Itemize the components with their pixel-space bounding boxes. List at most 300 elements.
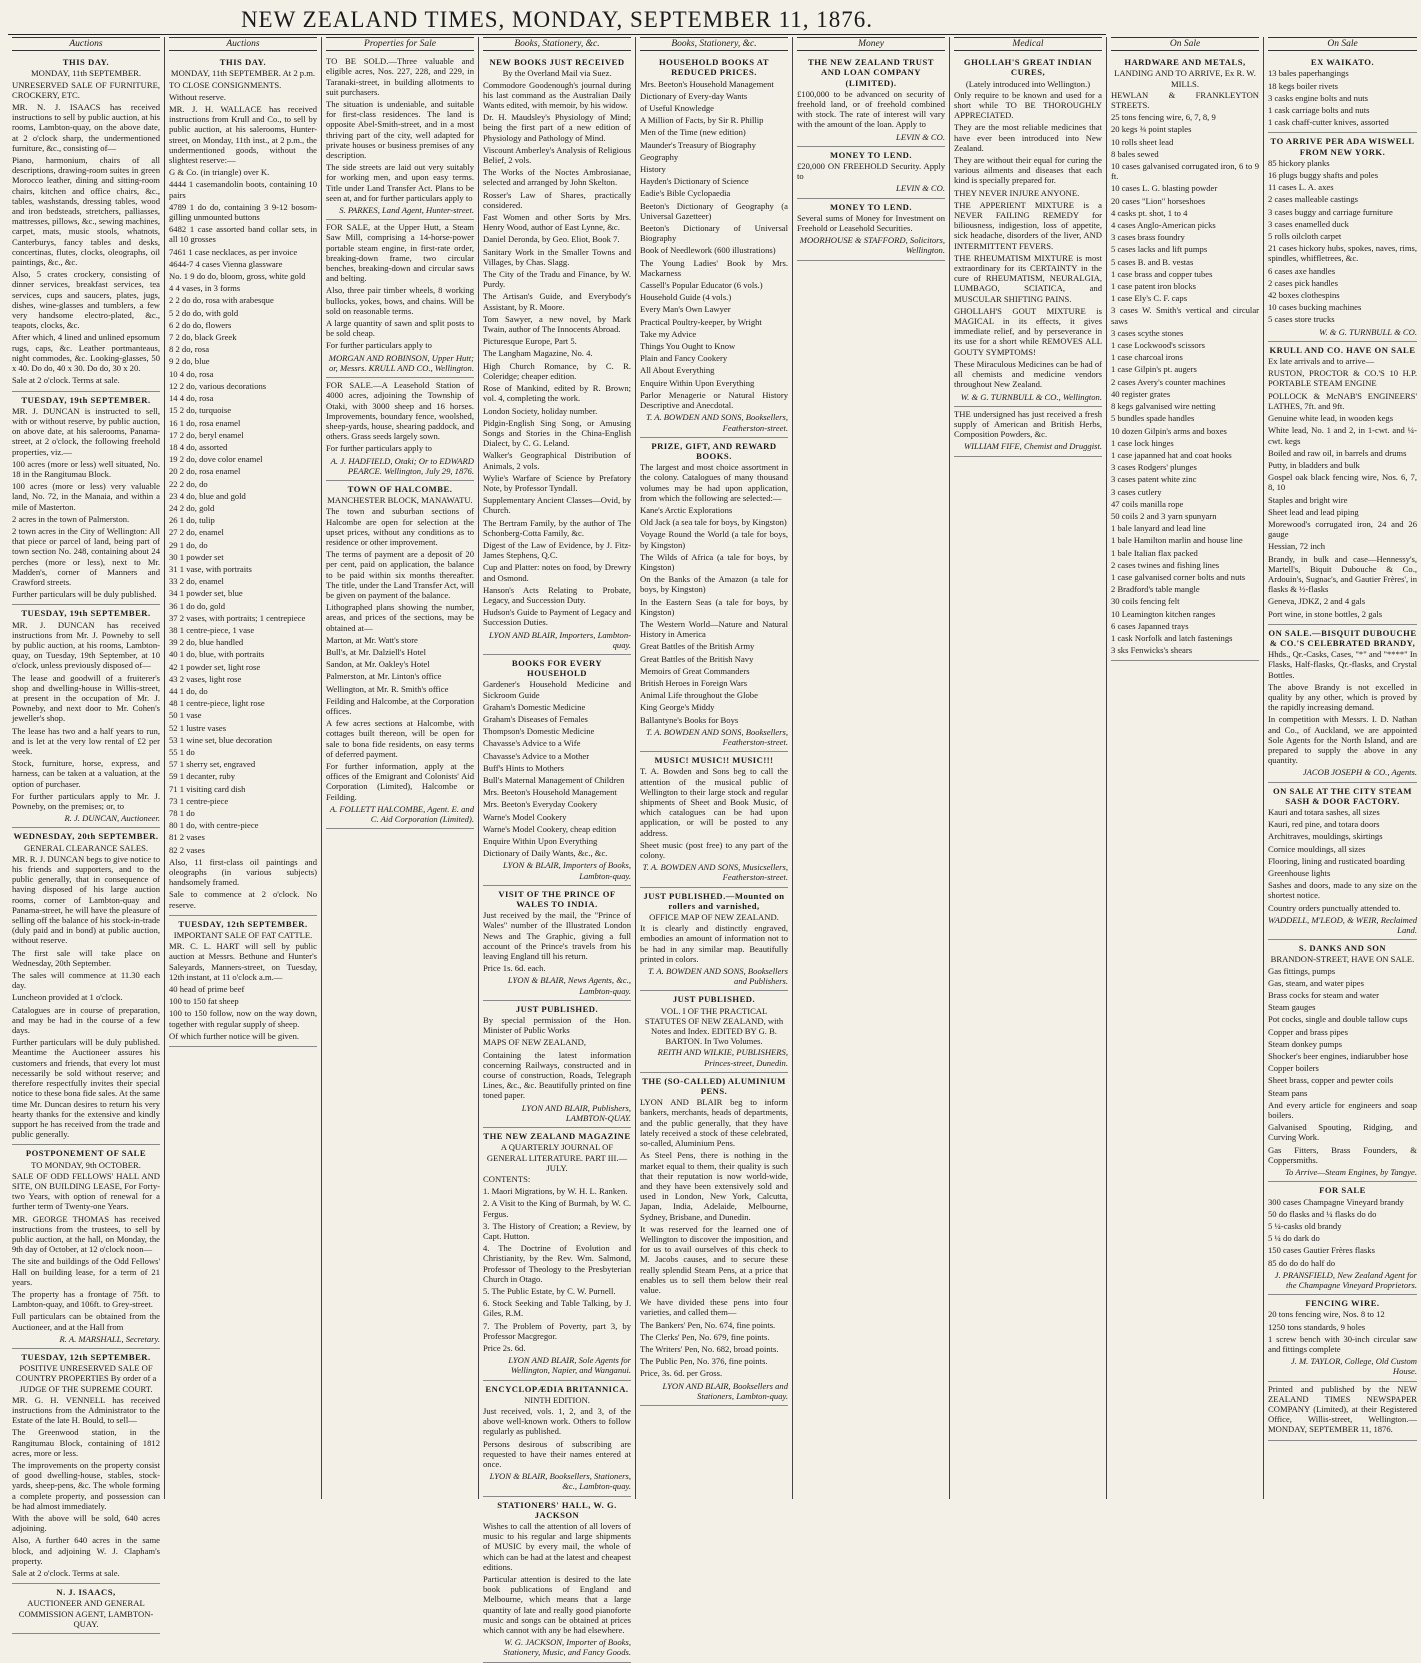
ad-text: The City of the Tradu and Finance, by W. Purdy. bbox=[483, 269, 631, 290]
ad-text: 42 1 powder set, light rose bbox=[169, 661, 261, 672]
ad-text: Ex late arrivals and to arrive— bbox=[1268, 356, 1375, 367]
ad-text: Sandon, at Mr. Oakley's Hotel bbox=[326, 659, 430, 670]
ad-heading: VISIT OF THE PRINCE OF WALES TO INDIA. bbox=[498, 888, 616, 910]
ad-heading: MONEY TO LEND. bbox=[829, 149, 913, 160]
ad-text: 1 cask carriage bolts and nuts bbox=[1268, 105, 1370, 116]
ad-text: Sanitary Work in the Smaller Towns and Villages, by Chas. Slagg. bbox=[483, 246, 631, 267]
ad-text: Gas Fitters, Brass Founders, & Coppersmiths. bbox=[1268, 1144, 1417, 1165]
ad-text: 1 case charcoal irons bbox=[1111, 352, 1183, 363]
advertisement bbox=[1268, 940, 1417, 1182]
ad-text: Further particulars will be duly published. bbox=[12, 589, 157, 600]
ad-text: Staples and bright wire bbox=[1268, 494, 1348, 505]
ad-text: 20 cases "Lion" horseshoes bbox=[1111, 195, 1206, 206]
ad-heading: THE NEW ZEALAND MAGAZINE bbox=[483, 1131, 631, 1142]
advertisement bbox=[954, 407, 1102, 457]
ad-text: They are without their equal for curing the various ailments and diseases that each kind is specially prepared for. bbox=[954, 155, 1102, 186]
ad-text: On the Banks of the Amazon (a tale for boys, by Kingston) bbox=[640, 574, 788, 595]
advertisement bbox=[1268, 1382, 1417, 1441]
ad-text: Pidgin-English Sing Song, or Amusing Songs and Stories in the China-English Dialect, by C. G. Leland. bbox=[483, 417, 631, 449]
ad-signature: W. G. JACKSON, Importer of Books, Stationery, Music, and Fancy Goods. bbox=[503, 1637, 631, 1658]
ad-text: Sheet music (post free) to any part of the colony. bbox=[640, 839, 788, 861]
ad-heading: TO ARRIVE PER ADA WISWELL FROM NEW YORK. bbox=[1270, 136, 1415, 157]
ad-text: 10 cases galvanised corrugated iron, 6 to 9 ft. bbox=[1111, 161, 1259, 182]
ad-text: 73 1 centre-piece bbox=[169, 795, 229, 806]
ad-text: 1 case japanned hat and coat hooks bbox=[1111, 449, 1232, 460]
ad-text: Hudson's Guide to Payment of Legacy and Succession Duties. bbox=[483, 607, 631, 628]
ad-text: A few acres sections at Halcombe, with cottages built thereon, will be open for sale to bona fide residents, on easy terms of deferred payment. bbox=[326, 718, 474, 759]
ad-text: The Artisan's Guide, and Everybody's Assistant, by R. Moore. bbox=[483, 291, 631, 312]
advertisement bbox=[1268, 783, 1417, 941]
ad-text: 4 4 vases, in 3 forms bbox=[169, 283, 241, 294]
advertisement bbox=[640, 1073, 788, 1406]
ad-text: King George's Middy bbox=[640, 702, 715, 713]
ad-subheading: MONDAY, 11th SEPTEMBER. bbox=[31, 68, 141, 79]
ad-signature: LEVIN & CO. bbox=[896, 131, 945, 142]
ad-text: Viscount Amberley's Analysis of Religious Belief, 2 vols. bbox=[483, 144, 631, 166]
ad-text: For further particulars apply to bbox=[326, 340, 432, 351]
ad-text: Particular attention is desired to the late book publications of England and Melbourne, which means that a large quantity of late and really good pianoforte music and songs can be obtained at prices which cannot with any be had elsewhere. bbox=[483, 1574, 631, 1636]
ad-text: 71 1 visiting card dish bbox=[169, 783, 246, 794]
ad-text: The sales will commence at 11.30 each day. bbox=[12, 970, 160, 991]
ad-text: Shocker's beer engines, indiarubber hose bbox=[1268, 1051, 1409, 1062]
ad-text: After which, 4 lined and unlined epsomum rugs, caps, &c. Leather portmanteaus, night commodes, &c. Looking-glasses, 50 x 40. Do do, 40 x 30. Do do, 30 x 20. bbox=[12, 332, 160, 374]
ad-text: 4644-7 4 cases Vienna glassware bbox=[169, 258, 283, 269]
ad-text: Supplementary Ancient Classes—Ovid, by Church. bbox=[483, 495, 631, 516]
column-2 bbox=[165, 37, 322, 1499]
ad-signature: T. A. BOWDEN AND SONS, Booksellers and Publishers. bbox=[648, 966, 788, 987]
ad-text: The Wilds of Africa (a tale for boys, by Kingston) bbox=[640, 551, 788, 572]
ad-subheading: IMPORTANT SALE OF FAT CATTLE. bbox=[173, 930, 313, 941]
ad-text: For further particulars apply to bbox=[326, 443, 432, 454]
advertisement bbox=[797, 54, 945, 147]
ad-heading: NEW BOOKS JUST RECEIVED bbox=[489, 57, 625, 68]
ad-signature: T. A. BOWDEN AND SONS, Musicsellers, Featherston-street. bbox=[642, 862, 788, 883]
ad-text: 4 cases Anglo-American picks bbox=[1111, 220, 1216, 231]
ad-text: 10 rolls sheet lead bbox=[1111, 136, 1174, 147]
ad-text: Stock, furniture, horse, express, and harness, can be taken at a valuation, at the option of purchaser. bbox=[12, 758, 160, 789]
ad-text: 9 2 do, blue bbox=[169, 356, 210, 367]
ad-text: 6482 1 case assorted band collar sets, in all 10 grosses bbox=[169, 224, 317, 245]
advertisement bbox=[1268, 342, 1417, 625]
ad-text: A large quantity of sawn and split posts to be sold cheap. bbox=[326, 318, 474, 339]
ad-text: 57 1 sherry set, engraved bbox=[169, 759, 256, 770]
column-header: Books, Stationery, &c. bbox=[640, 37, 788, 51]
ad-text: 1 case patent iron blocks bbox=[1111, 281, 1196, 292]
ad-subheading: NINTH EDITION. bbox=[524, 1394, 590, 1405]
ad-text: 7 2 do, black Greek bbox=[169, 332, 237, 343]
ad-text: MR. C. L. HART will sell by public auction at Messrs. Bethune and Hunter's Saleyards, Manners-street, on Tuesday, 12th instant, at 11 o'clock a.m.— bbox=[169, 941, 317, 982]
ad-text: 37 2 vases, with portraits; 1 centrepiece bbox=[169, 612, 306, 623]
ad-text: 1 case Gilpin's pt. augers bbox=[1111, 364, 1197, 375]
ad-text: THE APPERIENT MIXTURE is a NEVER FAILING REMEDY for biliousness, indigestion, loss of appetite, sick headache, disorders of the liver, AND INTERMITTENT FEVERS. bbox=[954, 199, 1102, 251]
ad-text: 1. Maori Migrations, by W. H. L. Ranken. bbox=[483, 1186, 628, 1197]
ad-text: Hessian, 72 inch bbox=[1268, 541, 1326, 552]
ad-text: MR. J. H. WALLACE has received instructions from Krull and Co., to sell by public auction, at his salerooms, Hunter-street, on Monday, 11th inst., at 2 p.m., the undermentioned goods, without the slightest reserve:— bbox=[169, 104, 317, 166]
ad-text: Catalogues are in course of preparation, and may be had in the course of a few days. bbox=[12, 1004, 160, 1036]
ad-text: 3 cases brass foundry bbox=[1111, 232, 1185, 243]
ad-text: The improvements on the property consist of good dwelling-house, stables, stock-yards, sheep-pens, &c. The whole forming a complete property, and possession can be had almost immediately. bbox=[12, 1460, 160, 1511]
ad-text: 4 casks pt. shot, 1 to 4 bbox=[1111, 207, 1188, 218]
ad-text: POLLOCK & McNAB'S ENGINEERS' LATHES, 7ft. and 9ft. bbox=[1268, 390, 1417, 411]
advertisement bbox=[483, 1128, 631, 1380]
ad-text: 13 bales paperhangings bbox=[1268, 68, 1349, 79]
ad-text: 48 1 centre-piece, light rose bbox=[169, 698, 265, 709]
ad-text: They are the most reliable medicines that have ever been introduced into New Zealand. bbox=[954, 122, 1102, 153]
ad-signature: W. & G. TURNBULL & CO. bbox=[1319, 326, 1417, 337]
ad-text: 4444 1 casemandolin boots, containing 10 pairs bbox=[169, 179, 317, 200]
ad-text: MR. J. DUNCAN has received instructions from Mr. J. Powneby to sell by public auction, at his rooms, Lambton-quay, on Tuesday, 19th September, at 10 o'clock, unless previously disposed of— bbox=[12, 619, 160, 671]
ad-text: Walker's Geographical Distribution of Animals, 2 vols. bbox=[483, 450, 631, 471]
ad-signature: To Arrive—Steam Engines, by Tangye. bbox=[1285, 1167, 1417, 1178]
ad-heading: S. DANKS AND SON bbox=[1298, 943, 1387, 954]
ad-text: 1 cask Norfolk and latch fastenings bbox=[1111, 632, 1233, 643]
ad-text: In the Eastern Seas (a tale for boys, by Kingston) bbox=[640, 596, 788, 617]
column-header: Books, Stationery, &c. bbox=[483, 37, 631, 51]
ad-text: Copper and brass pipes bbox=[1268, 1026, 1348, 1037]
ad-text: Dictionary of Daily Wants, &c., &c. bbox=[483, 848, 608, 859]
ad-text: Also, three pair timber wheels, 8 working bullocks, yokes, bows, and chains. Will be sold on reasonable terms. bbox=[326, 285, 474, 316]
ad-subheading: AUCTIONEER AND GENERAL COMMISSION AGENT, LAMBTON-QUAY. bbox=[18, 1598, 154, 1629]
advertisement bbox=[1268, 1182, 1417, 1295]
ad-text: 81 2 vases bbox=[169, 832, 205, 843]
advertisement bbox=[1268, 54, 1417, 133]
ad-text: 5 cases store trucks bbox=[1268, 314, 1335, 325]
ad-text: Also, A further 640 acres in the same block, and adjoining W. J. Clapham's property. bbox=[12, 1535, 160, 1566]
ad-heading: HARDWARE AND METALS, bbox=[1124, 57, 1246, 68]
ad-heading: THE (SO-CALLED) ALUMINIUM PENS. bbox=[642, 1075, 786, 1097]
ad-text: FOR SALE, at the Upper Hutt, a Steam Saw Mill, comprising a 14-horse-power portable steam engine, in first-rate order, breaking-down frame, two circular benches, breaking-down and circular saws and belting. bbox=[326, 222, 474, 284]
ad-text: THE undersigned has just received a fresh supply of American and British Herbs, Composition Powders, &c. bbox=[954, 408, 1102, 440]
ad-text: 22 2 do, do bbox=[169, 478, 208, 489]
ad-signature: A. J. HADFIELD, Otaki; Or to EDWARD PEARCE. Wellington, July 29, 1876. bbox=[330, 455, 474, 476]
ad-text: 11 cases L. A. axes bbox=[1268, 182, 1334, 193]
ad-text: The Public Pen, No. 376, fine points. bbox=[640, 1356, 768, 1367]
advertisement bbox=[483, 886, 631, 1001]
ad-signature: LYON & BLAIR, Booksellers, Stationers, &c., Lambton-quay. bbox=[489, 1471, 631, 1492]
ad-text: Price, 3s. 6d. per Gross. bbox=[640, 1368, 723, 1379]
ad-text: Animal Life throughout the Globe bbox=[640, 690, 758, 701]
ad-text: 3 cases buggy and carriage furniture bbox=[1268, 206, 1393, 217]
ad-text: Book of Needlework (600 illustrations) bbox=[640, 245, 776, 256]
ad-text: 34 1 powder set, blue bbox=[169, 588, 243, 599]
ad-text: Steam donkey pumps bbox=[1268, 1038, 1342, 1049]
ad-text: 5 2 do do, with gold bbox=[169, 307, 239, 318]
ad-heading: TOWN OF HALCOMBE. bbox=[347, 483, 453, 494]
ad-text: 20 tons fencing wire, Nos. 8 to 12 bbox=[1268, 1309, 1385, 1320]
ad-text: Chavasse's Advice to a Wife bbox=[483, 738, 581, 749]
ad-text: Great Battles of the British Navy bbox=[640, 653, 754, 664]
ad-text: Mrs. Beeton's Household Management bbox=[640, 78, 774, 89]
ad-text: Eadie's Bible Cyclopaedia bbox=[640, 188, 731, 199]
ad-text: 10 cases L. G. blasting powder bbox=[1111, 183, 1218, 194]
ad-text: Men of the Time (new edition) bbox=[640, 127, 746, 138]
ad-text: FOR SALE.—A Leasehold Station of 4000 acres, adjoining the Township of Otaki, with 3000 sheep and 16 horses. Improvements, boundary fence, woolshed, sheep-yards, house, shearing paddock, and others. Grass seeds largely sown. bbox=[326, 380, 474, 442]
ad-text: 1 cask chaff-cutter knives, assorted bbox=[1268, 117, 1389, 128]
ad-text: The largest and most choice assortment in the colony. Catalogues of many thousand volumes may be had upon application, from which the following are selected:— bbox=[640, 462, 788, 503]
ad-text: 6 cases Japanned trays bbox=[1111, 620, 1189, 631]
advertisement bbox=[640, 888, 788, 992]
ad-text: 1 bale Italian flax packed bbox=[1111, 547, 1198, 558]
ad-text: Containing the latest information concerning Railways, constructed and in course of construction, Roads, Telegraph Lines, &c., &c. Beautifully printed on fine toned paper. bbox=[483, 1049, 631, 1101]
ad-text: Enquire Within Upon Everything bbox=[640, 377, 755, 388]
ad-text: In competition with Messrs. I. D. Nathan and Co., of Auckland, we are appointed Sole Agents for the North Island, and are prepared to supply the above in any quantity. bbox=[1268, 714, 1417, 766]
ad-text: 53 1 wine set, blue decoration bbox=[169, 734, 273, 745]
ad-text: Kane's Arctic Explorations bbox=[640, 504, 733, 515]
ad-text: Beeton's Dictionary of Universal Biography bbox=[640, 223, 788, 244]
ad-text: 18 kegs boiler rivets bbox=[1268, 80, 1338, 91]
ad-text: The first sale will take place on Wednesday, 20th September. bbox=[12, 947, 160, 968]
ad-text: MR. R. J. DUNCAN begs to give notice to his friends and supporters, and to the public generally, that in consequence of having disposed of his large auction rooms, corner of Lambton-quay and Panama-street, he will have the pleasure of selling off the balance of his stock-in-trade (duly paid and in bond) at public auction, without reserve. bbox=[12, 853, 160, 946]
ad-text: 150 cases Gautier Frères flasks bbox=[1268, 1245, 1375, 1256]
ad-text: Pot cocks, single and double tallow cups bbox=[1268, 1014, 1408, 1025]
ad-text: Sheet lead and lead piping bbox=[1268, 506, 1359, 517]
ad-text: Several sums of Money for Investment on Freehold or Leasehold Securities. bbox=[797, 212, 945, 234]
advertisement bbox=[326, 378, 474, 481]
ad-signature: MORGAN AND ROBINSON, Upper Hutt; or, Messrs. KRULL AND CO., Wellington. bbox=[328, 352, 474, 373]
ad-heading: ON SALE AT THE CITY STEAM SASH & DOOR FACTORY. bbox=[1273, 785, 1412, 806]
ad-subheading: LANDING AND TO ARRIVE, Ex R. W. MILLS. bbox=[1114, 68, 1256, 89]
ad-text: 16 plugs buggy shafts and poles bbox=[1268, 170, 1379, 181]
ad-heading: ON SALE.—BISQUIT DUBOUCHE & CO.'S CELEBRATED BRANDY, bbox=[1268, 627, 1417, 648]
ad-heading: BOOKS FOR EVERY HOUSEHOLD bbox=[511, 657, 603, 679]
ad-text: LYON AND BLAIR beg to inform bankers, merchants, heads of departments, and the public generally, that they have lately received a stock of these celebrated, so-called, Aluminium Pens. bbox=[640, 1097, 788, 1149]
ad-text: 40 head of prime beef bbox=[169, 984, 245, 995]
ad-heading: FENCING WIRE. bbox=[1305, 1298, 1380, 1309]
advertisement bbox=[169, 54, 317, 916]
ad-text: 2 town acres in the City of Wellington: All that piece or parcel of land, being part of town section No. 248, containing about 24 perches (more or less), next to Mr. Madden's, corner of Manners and Crawford streets. bbox=[12, 525, 160, 587]
ad-text: History bbox=[640, 164, 666, 175]
ad-text: 38 1 centre-piece, 1 vase bbox=[169, 624, 255, 635]
ad-text: 17 2 do, beryl enamel bbox=[169, 429, 244, 440]
ad-heading: TUESDAY, 12th SEPTEMBER. bbox=[21, 1351, 151, 1362]
ad-subheading: TO MONDAY, 9th OCTOBER. bbox=[31, 1159, 141, 1170]
ad-signature: LYON & BLAIR, Importers of Books, Lambton-quay. bbox=[502, 860, 631, 881]
advertisement bbox=[640, 991, 788, 1072]
ad-text: Enquire Within Upon Everything bbox=[483, 836, 598, 847]
ad-subheading: GENERAL CLEARANCE SALES. bbox=[23, 842, 149, 853]
ad-text: 26 1 do, tulip bbox=[169, 515, 215, 526]
ad-text: 55 1 do bbox=[169, 746, 195, 757]
ad-text: 100 to 150 fat sheep bbox=[169, 996, 239, 1007]
ad-text: Persons desirous of subscribing are requested to have their names entered at once. bbox=[483, 1438, 631, 1469]
ad-text: 27 2 do, enamel bbox=[169, 527, 224, 538]
ad-text: Practical Poultry-keeper, by Wright bbox=[640, 316, 762, 327]
ad-text: The Langham Magazine, No. 4. bbox=[483, 348, 593, 359]
ad-text: Also, 11 first-class oil paintings and oleographs (in various subjects) handsomely framed. bbox=[169, 856, 317, 888]
ad-text: Palmerston, at Mr. Linton's office bbox=[326, 671, 442, 682]
ad-text: 2 Bradford's table mangle bbox=[1111, 584, 1200, 595]
column-header: Auctions bbox=[169, 37, 317, 51]
ad-text: 5 cases B. and B. vestas bbox=[1111, 256, 1194, 267]
ad-text: 36 1 do do, gold bbox=[169, 600, 226, 611]
advertisement bbox=[169, 916, 317, 1047]
ad-text: As Steel Pens, there is nothing in the market equal to them, their quality is such that their reputation is now world-wide, and they have been extensively sold and used in London, New York, Calcutta, Japan, India, Adelaide, Melbourne, Sydney, Brisbane, and Dunedin. bbox=[640, 1150, 788, 1222]
ad-text: Sheet brass, copper and pewter coils bbox=[1268, 1075, 1394, 1086]
ad-heading: THIS DAY. bbox=[62, 57, 110, 68]
ad-text: Lithographed plans showing the number, areas, and prices of the sections, may be obtained at— bbox=[326, 602, 474, 633]
ad-text: The Bertram Family, by the author of The Schonberg-Cotta Family, &c. bbox=[483, 517, 631, 538]
ad-text: It was reserved for the learned one of Wellington to discover the imposition, and for us to avail ourselves of this check to M. Jacobs causes, and to secure these really splendid Steam Pens, at a price that enables us to sell them below their real value. bbox=[640, 1223, 788, 1295]
ad-signature: REITH AND WILKIE, PUBLISHERS, Princes-street, Dunedin. bbox=[657, 1047, 788, 1068]
ad-text: 40 register grates bbox=[1111, 388, 1171, 399]
ad-text: The property has a frontage of 75ft. to Lambton-quay, and 106ft. to Grey-street. bbox=[12, 1288, 160, 1310]
ad-subheading: OFFICE MAP OF NEW ZEALAND. bbox=[649, 912, 779, 923]
ad-text: The Clerks' Pen, No. 679, fine points. bbox=[640, 1331, 770, 1342]
ad-text: Take my Advice bbox=[640, 328, 697, 339]
ad-signature: W. & G. TURNBULL & CO., Wellington. bbox=[960, 391, 1102, 402]
ad-text: Voyage Round the World (a tale for boys, by Kingston) bbox=[640, 529, 788, 550]
ad-text: The terms of payment are a deposit of 20 per cent, paid on application, the balance to be paid within six months thereafter. The title, under the Land Transfer Act, will be given on payment of the balance. bbox=[326, 549, 474, 600]
advertisement bbox=[12, 54, 160, 391]
ad-heading: EX WAIKATO. bbox=[1310, 57, 1375, 68]
ad-text: 5 bundles spade handles bbox=[1111, 413, 1195, 424]
ad-text: £20,000 ON FREEHOLD Security. Apply to bbox=[797, 161, 945, 182]
ad-heading: ENCYCLOPÆDIA BRITANNICA. bbox=[485, 1383, 629, 1394]
ad-text: Gas, steam, and water pipes bbox=[1268, 977, 1364, 988]
ad-text: CONTENTS: bbox=[483, 1173, 531, 1184]
ad-heading: MONEY TO LEND. bbox=[829, 201, 913, 212]
ad-heading: JUST PUBLISHED. bbox=[515, 1003, 599, 1014]
ad-text: 19 2 do, dove color enamel bbox=[169, 454, 263, 465]
ad-text: 21 cases hickory hubs, spokes, naves, rims, spindles, whiffletrees, &c. bbox=[1268, 243, 1417, 264]
ad-text: Mrs. Beeton's Everyday Cookery bbox=[483, 799, 598, 810]
ad-text: We have divided these pens into four varieties, and called them— bbox=[640, 1297, 788, 1318]
ad-text: 47 coils manilla rope bbox=[1111, 498, 1184, 509]
advertisement bbox=[797, 199, 945, 261]
column-header: Money bbox=[797, 37, 945, 51]
advertisement bbox=[483, 1381, 631, 1497]
ad-text: Ballantyne's Books for Boys bbox=[640, 714, 739, 725]
ad-subheading: A QUARTERLY JOURNAL OF GENERAL LITERATURE. PART III.—JULY. bbox=[486, 1142, 628, 1173]
ad-subheading: MANCHESTER BLOCK, MANAWATU. bbox=[327, 495, 473, 506]
ad-text: Flooring, lining and rusticated boarding bbox=[1268, 855, 1405, 866]
column-header: Medical bbox=[954, 37, 1102, 51]
column-4 bbox=[479, 37, 636, 1658]
ad-text: The site and buildings of the Odd Fellows' Hall on building lease, for a term of 21 years. bbox=[12, 1256, 160, 1287]
column-header: Properties for Sale bbox=[326, 37, 474, 51]
ad-text: Sale at 2 o'clock. Terms at sale. bbox=[12, 375, 120, 386]
ad-signature: LEVIN & CO. bbox=[896, 183, 945, 194]
ad-text: 100 acres (more or less) very valuable land, No. 72, in the Manaia, and within a mile of Masterton. bbox=[12, 481, 160, 512]
ad-heading: POSTPONEMENT OF SALE bbox=[25, 1148, 147, 1159]
ad-text: Every Man's Own Lawyer bbox=[640, 304, 731, 315]
ad-text: 14 4 do, rosa bbox=[169, 393, 214, 404]
ad-text: 2 acres in the town of Palmerston. bbox=[12, 513, 130, 524]
ad-heading: FOR SALE bbox=[1319, 1185, 1366, 1196]
ad-text: 43 2 vases, light rose bbox=[169, 673, 242, 684]
ad-text: Hhds., Qr.-Casks, Cases, "*" and "****" In Flasks, Half-flasks, Qr.-flasks, and Crystal Bottles. bbox=[1268, 649, 1417, 680]
ad-text: 50 coils 2 and 3 yarn spunyarn bbox=[1111, 510, 1217, 521]
ad-text: Commodore Goodenough's journal during his last command as the Australian Daily Wants edited, with memoir, by his widow. bbox=[483, 79, 631, 111]
ad-text: The Greenwood station, in the Rangitumau Block, containing of 1812 acres, more or less. bbox=[12, 1427, 160, 1458]
ad-text: MR. G. H. VENNELL has received instructions from the Administrator to the Estate of the late H. Bould, to sell— bbox=[12, 1394, 160, 1426]
ad-text: 3. The History of Creation; a Review, by Capt. Hutton. bbox=[483, 1220, 631, 1241]
ad-heading: STATIONERS' HALL, W. G. JACKSON bbox=[497, 1499, 617, 1520]
ad-text: Wellington, at Mr. R. Smith's office bbox=[326, 683, 449, 694]
ad-text: And every article for engineers and soap boilers. bbox=[1268, 1099, 1417, 1121]
ad-text: 100 acres (more or less) well situated, No. 18 in the Rangitumau Block. bbox=[12, 458, 160, 479]
ad-text: 1 case galvanised corner bolts and nuts bbox=[1111, 571, 1246, 582]
ad-subheading: POSITIVE UNRESERVED SALE OF COUNTRY PROPERTIES By order of a JUDGE OF THE SUPREME COURT. bbox=[15, 1363, 157, 1394]
ad-text: 23 4 do, blue and gold bbox=[169, 490, 246, 501]
advertisement bbox=[326, 481, 474, 829]
ad-text: Graham's Domestic Medicine bbox=[483, 701, 586, 712]
ad-text: 42 boxes clothespins bbox=[1268, 290, 1340, 301]
ad-subheading: MONDAY, 11th SEPTEMBER. At 2 p.m. bbox=[170, 68, 316, 79]
ad-text: Marton, at Mr. Watt's store bbox=[326, 634, 418, 645]
ad-text: Cornice mouldings, all sizes bbox=[1268, 843, 1366, 854]
advertisement bbox=[483, 655, 631, 886]
ad-text: MR. GEORGE THOMAS has received instructions from the trustees, to sell by public auction, at the hall, on Monday, the 9th day of October, at 12 o'clock noon— bbox=[12, 1213, 160, 1255]
masthead: NEW ZEALAND TIMES, MONDAY, SEPTEMBER 11, 1876. bbox=[8, 6, 1106, 35]
ad-text: Gardener's Household Medicine and Sickroom Guide bbox=[483, 679, 631, 700]
ad-text: Beeton's Dictionary of Geography (a Universal Gazetteer) bbox=[640, 200, 788, 221]
ad-text: 59 1 decanter, ruby bbox=[169, 771, 235, 782]
ad-text: 3 cases cutlery bbox=[1111, 486, 1162, 497]
ad-text: THE RHEUMATISM MIXTURE is most extraordinary for its CERTAINTY in the cure of RHEUMATISM, NEURALGIA, LUMBAGO, SCIATICA, and MUSCULAR SHIFTING PAINS. bbox=[954, 252, 1102, 304]
ad-text: The Bankers' Pen, No. 674, fine points. bbox=[640, 1319, 776, 1330]
ad-heading: KRULL AND CO. HAVE ON SALE bbox=[1269, 344, 1416, 355]
ad-text: Just received by the mail, the "Prince of Wales" number of the Illustrated London News and The Graphic, giving a full account of the Prince's travels from his leaving England till his return. bbox=[483, 910, 631, 962]
ad-text: With the above will be sold, 640 acres adjoining. bbox=[12, 1513, 160, 1534]
ad-text: Without reserve. bbox=[169, 91, 226, 102]
ad-text: 1 case Lockwood's scissors bbox=[1111, 340, 1205, 351]
ad-heading: MUSIC! MUSIC!! MUSIC!!! bbox=[654, 755, 774, 766]
ad-text: Of which further notice will be given. bbox=[169, 1030, 300, 1041]
ad-text: Architraves, mouldings, skirtings bbox=[1268, 831, 1383, 842]
ad-text: The above Brandy is not excelled in quality by any other, which is proved by the rapidly increasing demand. bbox=[1268, 681, 1417, 713]
ad-text: 1 case lock hinges bbox=[1111, 437, 1174, 448]
ad-text: By special permission of the Hon. Minister of Public Works bbox=[483, 1015, 631, 1036]
ad-text: 15 2 do, turquoise bbox=[169, 405, 232, 416]
ad-text: 20 kegs ⅜ point staples bbox=[1111, 124, 1192, 135]
ad-text: Things You Ought to Know bbox=[640, 341, 736, 352]
ad-signature: T. A. BOWDEN AND SONS, Booksellers, Featherston-street. bbox=[645, 412, 788, 433]
ad-text: 2 2 do do, rosa with arabesque bbox=[169, 295, 274, 306]
ad-text: 1250 tons standards, 9 holes bbox=[1268, 1321, 1366, 1332]
ad-text: Dictionary of Every-day Wants bbox=[640, 90, 748, 101]
ad-text: Port wine, in stone bottles, 2 gals bbox=[1268, 608, 1383, 619]
ad-text: 10 cases bucking machines bbox=[1268, 302, 1362, 313]
ad-text: Genuine white lead, in wooden kegs bbox=[1268, 413, 1394, 424]
advertisement bbox=[640, 438, 788, 752]
ad-text: Sale to commence at 2 o'clock. No reserve. bbox=[169, 889, 317, 910]
ad-text: Thompson's Domestic Medicine bbox=[483, 726, 595, 737]
column-7 bbox=[950, 37, 1107, 1499]
ad-signature: JACOB JOSEPH & CO., Agents. bbox=[1302, 767, 1417, 778]
advertisement bbox=[483, 1001, 631, 1128]
ad-subheading: BRANDON-STREET, HAVE ON SALE. bbox=[1270, 954, 1415, 965]
advertisement bbox=[1268, 625, 1417, 783]
ad-text: London Society, holiday number. bbox=[483, 405, 598, 416]
ad-signature: LYON AND BLAIR, Publishers, LAMBTON-QUAY. bbox=[521, 1102, 631, 1123]
advertisement bbox=[483, 1497, 631, 1663]
ad-text: Hanson's Acts Relating to Probate, Legacy, and Succession Duty. bbox=[483, 584, 631, 605]
column-9 bbox=[1264, 37, 1421, 1499]
ad-text: Feilding and Halcombe, at the Corporation offices. bbox=[326, 695, 474, 716]
ad-text: 2 cases twines and fishing lines bbox=[1111, 559, 1220, 570]
advertisement bbox=[326, 220, 474, 378]
ad-text: Cup and Platter: notes on food, by Drewry and Osmond. bbox=[483, 562, 631, 583]
ad-text: These Miraculous Medicines can be had of all chemists and medicine vendors throughout New Zealand. bbox=[954, 358, 1102, 390]
ad-text: The Young Ladies' Book by Mrs. Mackarness bbox=[640, 257, 788, 278]
ad-text: Wishes to call the attention of all lovers of music to his regular and large shipments of MUSIC by every mail, the whole of which can be had at the latest and cheapest editions. bbox=[483, 1521, 631, 1572]
ad-heading: TUESDAY, 19th SEPTEMBER. bbox=[21, 394, 151, 405]
ad-heading: PRIZE, GIFT, AND REWARD BOOKS. bbox=[651, 440, 777, 461]
ad-text: The Western World—Nature and Natural History in America bbox=[640, 618, 788, 640]
ad-signature: MOORHOUSE & STAFFORD, Solicitors, Wellington. bbox=[799, 235, 945, 256]
ad-text: Also, 5 crates crockery, consisting of dinner services, breakfast services, tea services, cups and saucers, plates, jugs, dishes, wine-glasses and tumblers, a few very handsome electro-plated, &c., teapots, clocks, &c. bbox=[12, 269, 160, 331]
